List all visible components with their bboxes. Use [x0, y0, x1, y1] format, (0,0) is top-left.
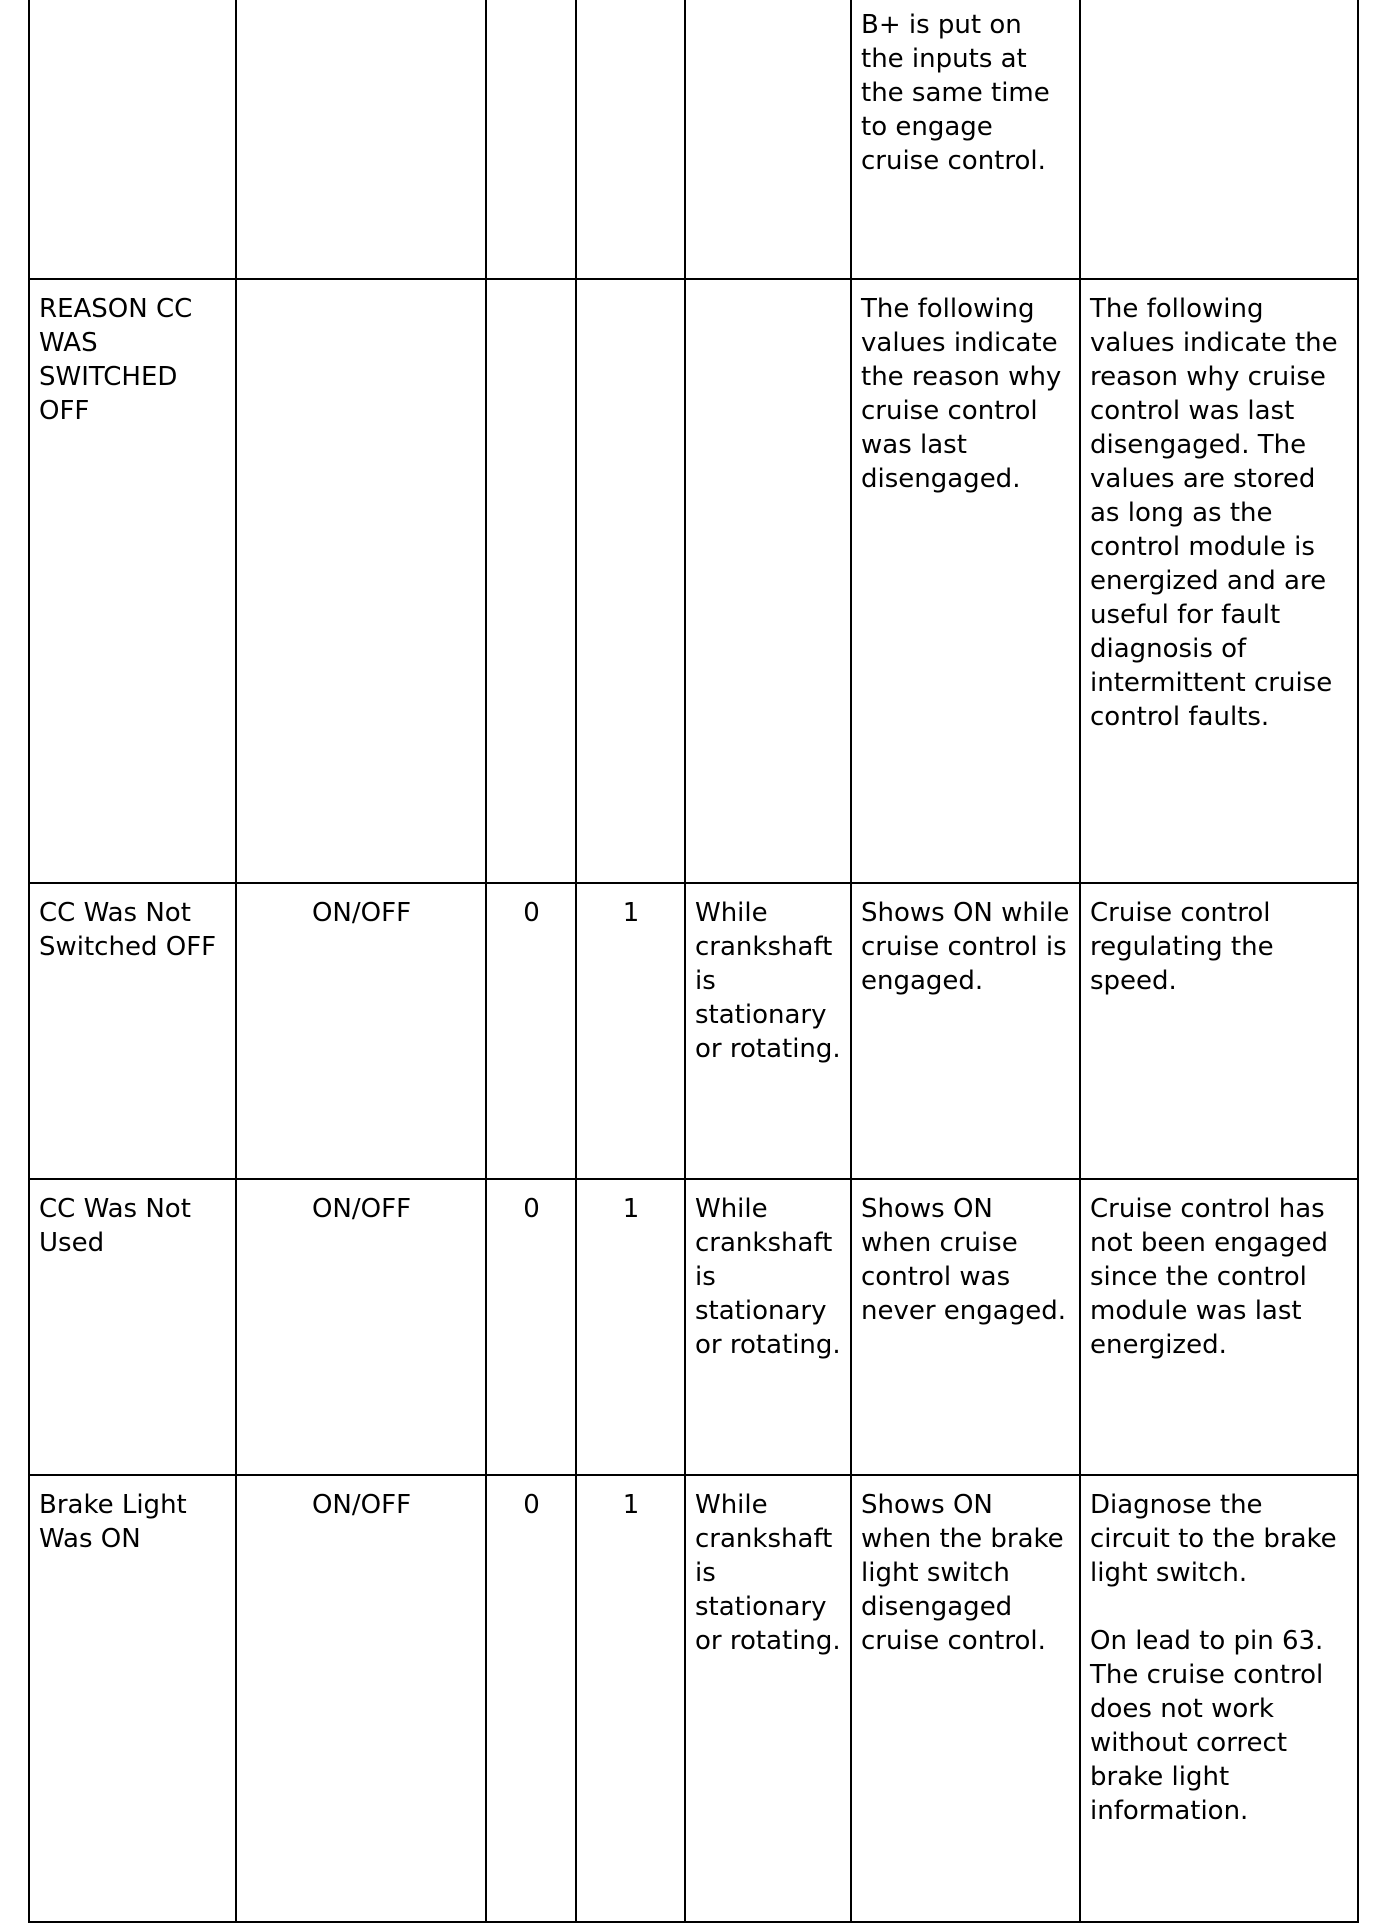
parameter-cell: CC Was Not Switched OFF — [29, 883, 236, 1179]
diagnostic-parameter-table — [28, 0, 1359, 1923]
condition-cell: While crankshaft is stationary or rotating. — [685, 1179, 851, 1475]
note-cell — [1080, 0, 1358, 279]
description-cell: B+ is put on the inputs at the same time to engage cruise control. — [851, 0, 1080, 279]
condition-cell: While crankshaft is stationary or rotating. — [685, 883, 851, 1179]
units-cell: ON/OFF — [236, 1179, 486, 1475]
max-cell: 1 — [576, 883, 685, 1179]
max-cell: 1 — [576, 1475, 685, 1922]
units-cell: ON/OFF — [236, 883, 486, 1179]
description-cell: Shows ON when the brake light switch disengaged cruise control. — [851, 1475, 1080, 1922]
max-cell — [576, 279, 685, 883]
min-cell — [486, 0, 576, 279]
table-row — [29, 1179, 1358, 1475]
max-cell: 1 — [576, 1179, 685, 1475]
description-cell: The following values indicate the reason why cruise control was last disengaged. — [851, 279, 1080, 883]
note-cell: Cruise control regulating the speed. — [1080, 883, 1358, 1179]
min-cell — [486, 279, 576, 883]
parameter-cell: REASON CC WAS SWITCHED OFF — [29, 279, 236, 883]
units-cell — [236, 279, 486, 883]
description-cell: Shows ON when cruise control was never engaged. — [851, 1179, 1080, 1475]
parameter-cell: CC Was Not Used — [29, 1179, 236, 1475]
note-cell: Diagnose the circuit to the brake light switch. On lead to pin 63. The cruise control does not work without correct brake light information. — [1080, 1475, 1358, 1922]
parameter-cell — [29, 0, 236, 279]
table-row — [29, 0, 1358, 279]
min-cell: 0 — [486, 1179, 576, 1475]
units-cell: ON/OFF — [236, 1475, 486, 1922]
table-row — [29, 279, 1358, 883]
min-cell: 0 — [486, 883, 576, 1179]
parameter-cell: Brake Light Was ON — [29, 1475, 236, 1922]
units-cell — [236, 0, 486, 279]
table-row — [29, 883, 1358, 1179]
table-row — [29, 1475, 1358, 1922]
note-cell: Cruise control has not been engaged since the control module was last energized. — [1080, 1179, 1358, 1475]
condition-cell — [685, 279, 851, 883]
condition-cell — [685, 0, 851, 279]
description-cell: Shows ON while cruise control is engaged. — [851, 883, 1080, 1179]
condition-cell: While crankshaft is stationary or rotating. — [685, 1475, 851, 1922]
note-cell: The following values indicate the reason why cruise control was last disengaged. The values are stored as long as the control module is energized and are useful for fault diagnosis of intermittent cruise control faults. — [1080, 279, 1358, 883]
max-cell — [576, 0, 685, 279]
min-cell: 0 — [486, 1475, 576, 1922]
